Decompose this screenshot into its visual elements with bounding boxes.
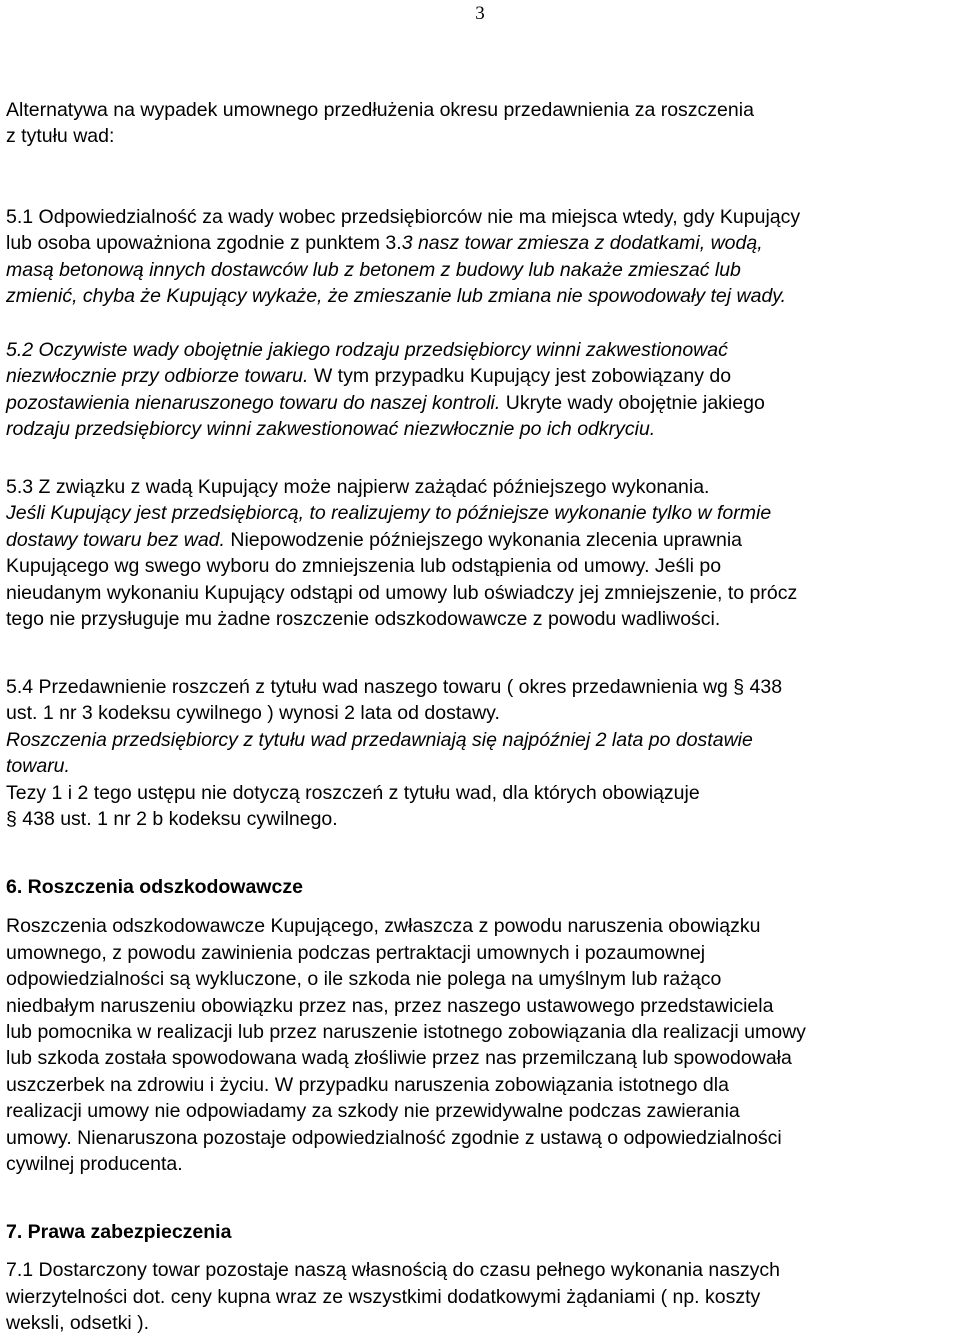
section-6-line: Roszczenia odszkodowawcze Kupującego, zwłaszcza z powodu naruszenia obowiązku	[6, 915, 761, 938]
section-5-1-line-2-italic: 3 nasz towar zmiesza z dodatkami, wodą,	[401, 232, 763, 255]
section-5-2-line-4: rodzaju przedsiębiorcy winni zakwestionować niezwłocznie po ich odkryciu.	[6, 418, 656, 441]
section-5-4-line-6: § 438 ust. 1 nr 2 b kodeksu cywilnego.	[6, 808, 338, 831]
section-6-line: umowy. Nienaruszona pozostaje odpowiedzialność zgodnie z ustawą o odpowiedzialności	[6, 1126, 782, 1149]
section-6-line: lub pomocnika w realizacji lub przez naruszenie istotnego zobowiązania dla realizacji umowy	[6, 1021, 806, 1044]
section-5-3-line-1: 5.3 Z związku z wadą Kupujący może najpierw zażądać późniejszego wykonania.	[6, 476, 710, 498]
section-5-2-line-2	[6, 363, 954, 389]
section-6-line: cywilnej producenta.	[6, 1153, 183, 1176]
section-7-line: wierzytelności dot. ceny kupna wraz ze wszystkimi dodatkowymi żądaniami ( np. koszty	[6, 1285, 761, 1308]
alternative-heading	[6, 97, 954, 150]
section-5-2-line-3-plain: Ukryte wady obojętnie jakiego	[500, 391, 765, 414]
section-5-3	[6, 474, 954, 632]
section-5-3-line-4: Kupującego wg swego wyboru do zmniejszenia lub odstąpienia od umowy. Jeśli po	[6, 555, 722, 578]
section-5-4	[6, 674, 954, 832]
section-7-line: weksli, odsetki ).	[6, 1312, 150, 1335]
section-6-line: odpowiedzialności są wykluczone, o ile szkoda nie polega na umyślnym lub rażąco	[6, 968, 722, 991]
section-5-1-line-4: zmienić, chyba że Kupujący wykaże, że zmieszanie lub zmiana nie spowodowały tej wady.	[6, 285, 787, 308]
section-5-1-line-2-plain: lub osoba upoważniona zgodnie z punktem 3.	[6, 232, 402, 255]
alternative-heading-line-1: Alternatywa na wypadek umownego przedłużenia okresu przedawnienia za roszczenia	[6, 99, 754, 121]
section-5-1-line-2	[6, 230, 954, 256]
section-5-1-line-3: masą betonową innych dostawców lub z betonem z budowy lub nakaże zmieszać lub	[6, 258, 741, 281]
section-5-3-line-3-plain: Niepowodzenie późniejszego wykonania zlecenia uprawnia	[224, 528, 743, 551]
section-5-2-line-3-italic: pozostawienia nienaruszonego towaru do naszej kontroli.	[6, 391, 501, 414]
section-5-4-line-1: 5.4 Przedawnienie roszczeń z tytułu wad naszego towaru ( okres przedawnienia wg § 438	[6, 676, 783, 698]
section-5-1	[6, 204, 954, 310]
section-7-heading: 7. Prawa zabezpieczenia	[6, 1221, 232, 1243]
section-5-1-line-1: 5.1 Odpowiedzialność za wady wobec przedsiębiorców nie ma miejsca wtedy, gdy Kupujący	[6, 206, 801, 228]
section-6-line: umownego, z powodu zawinienia podczas pertraktacji umownych i pozaumownej	[6, 941, 706, 964]
page-number: 3	[475, 3, 485, 24]
section-5-4-line-4: towaru.	[6, 755, 70, 778]
section-5-2-line-2-italic: niezwłocznie przy odbiorze towaru.	[6, 365, 309, 388]
section-6-heading: 6. Roszczenia odszkodowawcze	[6, 876, 303, 898]
section-5-3-line-3	[6, 527, 954, 553]
section-5-2-line-1: 5.2 Oczywiste wady obojętnie jakiego rodzaju przedsiębiorcy winni zakwestionować	[6, 339, 728, 361]
section-7-line: 7.1 Dostarczony towar pozostaje naszą własnością do czasu pełnego wykonania naszych	[6, 1259, 780, 1282]
section-6-line: niedbałym naruszeniu obowiązku przez nas, przez naszego ustawowego przedstawiciela	[6, 994, 774, 1017]
section-7	[6, 1219, 954, 1337]
section-5-3-line-6: tego nie przysługuje mu żadne roszczenie odszkodowawcze z powodu wadliwości.	[6, 608, 721, 631]
section-5-4-line-2: ust. 1 nr 3 kodeksu cywilnego ) wynosi 2 lata od dostawy.	[6, 702, 500, 725]
section-5-2	[6, 337, 954, 443]
section-6-line: uszczerbek na zdrowiu i życiu. W przypadku naruszenia zobowiązania istotnego dla	[6, 1073, 729, 1096]
section-6-line: realizacji umowy nie odpowiadamy za szkody nie przewidywalne podczas zawierania	[6, 1100, 740, 1123]
section-6-line: lub szkoda została spowodowana wadą złośliwie przez nas przemilczaną lub spowodowała	[6, 1047, 792, 1070]
section-5-3-line-3-italic: dostawy towaru bez wad.	[6, 528, 225, 551]
alternative-heading-line-2: z tytułu wad:	[6, 125, 115, 148]
section-5-4-line-3: Roszczenia przedsiębiorcy z tytułu wad przedawniają się najpóźniej 2 lata po dostawie	[6, 728, 753, 751]
section-5-3-line-2: Jeśli Kupujący jest przedsiębiorcą, to realizujemy to późniejsze wykonanie tylko w formie	[6, 502, 772, 525]
section-6	[6, 874, 954, 1177]
section-5-3-line-5: nieudanym wykonaniu Kupujący odstąpi od umowy lub oświadczy jej zmniejszenie, to prócz	[6, 581, 798, 604]
section-5-4-line-5: Tezy 1 i 2 tego ustępu nie dotyczą roszczeń z tytułu wad, dla których obowiązuje	[6, 781, 700, 804]
section-5-2-line-2-plain: W tym przypadku Kupujący jest zobowiązany do	[308, 365, 732, 388]
section-5-2-line-3	[6, 390, 954, 416]
